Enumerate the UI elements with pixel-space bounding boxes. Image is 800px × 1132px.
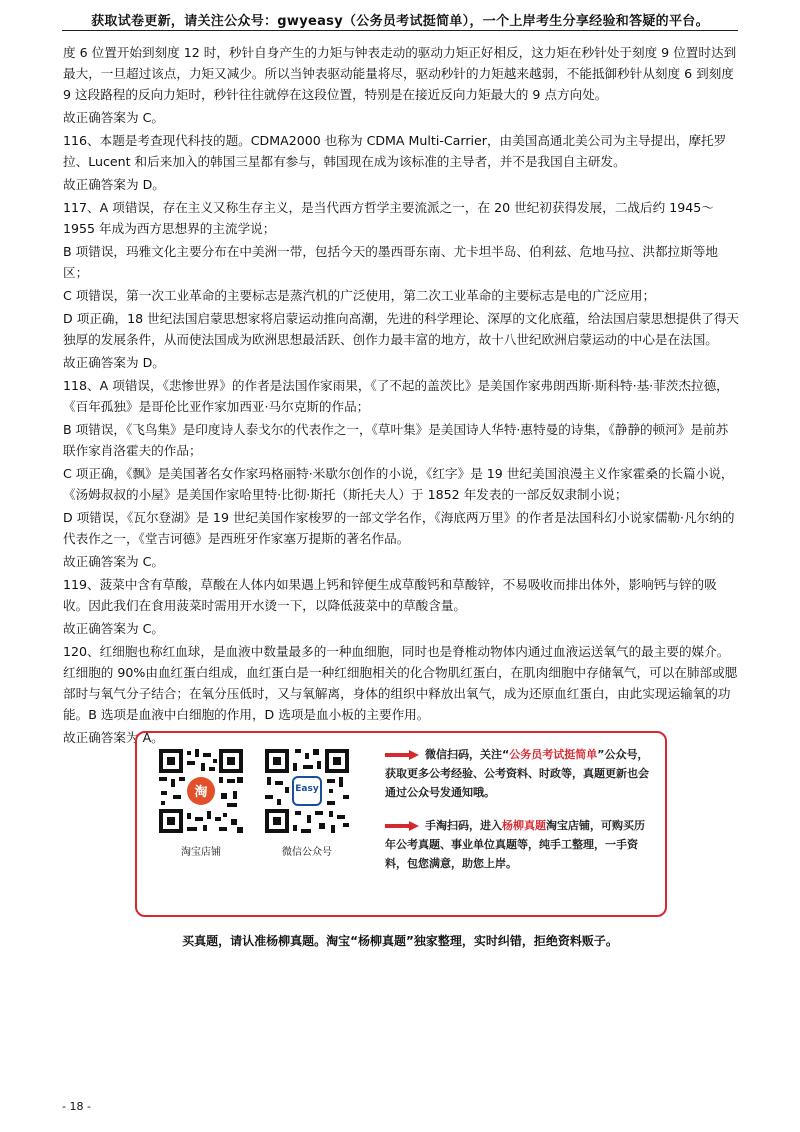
paragraph: C 项错误，第一次工业革命的主要标志是蒸汽机的广泛使用，第二次工业革命的主要标志是电的广泛应用；	[63, 288, 656, 303]
paragraph: 120、红细胞也称红血球，是血液中数量最多的一种血细胞，同时也是脊椎动物体内通过血液运送氧气的最主要的媒介。红细胞的 90%由血红蛋白组成，血红蛋白是一种红细胞相关的化合物肌红蛋白，在肌肉细胞中存储氧气，可以在肺部或腮部时与氧气分子结合；在氧分压低时，又与氧解离，身体的组织中释放出氧气，成为还原血红蛋白，由此实现运输氧的功能。B 选项是血液中白细胞的作用，D 选项是血小板的主要作用。	[63, 644, 738, 722]
answer-line: 故正确答案为 D。	[63, 177, 165, 192]
header-divider	[62, 30, 738, 31]
answer-line: 故正确答案为 C。	[63, 554, 164, 569]
footer-notice: 买真题，请认准杨柳真题。淘宝“杨柳真题”独家整理，实时纠错，拒绝资料贩子。	[182, 934, 618, 948]
qr-wechat-block	[259, 747, 355, 858]
paragraph: 116、本题是考查现代科技的题。CDMA2000 也称为 CDMA Multi-Carrier，由美国高通北美公司为主导提出，摩托罗拉、Lucent 和后来加入的韩国三星都有参与，韩国现在成为该标准的主导者，并不是我国自主研发。	[63, 133, 727, 169]
paragraph: 度 6 位置开始到刻度 12 时，秒针自身产生的力矩与钟表走动的驱动力矩正好相反，这力矩在秒针处于刻度 9 位置时达到最大，一旦超过该点，力矩又减少。所以当钟表驱动能量将尽，驱动秒针的力矩越来越弱，不能抵御秒针从刻度 6 到刻度 9 这段路程的反向力矩时，秒针往往就停在这段位置，特别是在接近反向力矩最大的 9 点方向处。	[63, 45, 737, 102]
promo-text-part: 淘宝店铺，可购买历年公考真题、事业单位真题等，纯手工整理，一手资料，包您满意，助您上岸。	[385, 819, 645, 870]
promo-text-part: 微信扫码，关注“	[425, 748, 510, 761]
answer-line: 故正确答案为 C。	[63, 621, 164, 636]
page-header: 获取试卷更新，请关注公众号：gwyeasy（公务员考试挺简单），一个上岸考生分享经验和答疑的平台。	[91, 14, 709, 29]
paragraph: B 项错误，玛雅文化主要分布在中美洲一带，包括今天的墨西哥东南、尤卡坦半岛、伯利兹、危地马拉、洪都拉斯等地区；	[63, 244, 718, 280]
promo-text-part: 手淘扫码，进入	[425, 819, 502, 832]
paragraph: C 项正确，《飘》是美国著名女作家玛格丽特·米歇尔创作的小说，《红字》是 19 世纪美国浪漫主义作家霍桑的长篇小说，《汤姆叔叔的小屋》是美国作家哈里特·比彻·斯托（斯托夫人）于 1852 年发表的一部反奴隶制小说；	[63, 466, 734, 502]
promo-text	[385, 745, 653, 887]
promo-wechat-text	[385, 745, 653, 802]
qr-code-wechat[interactable]	[263, 747, 351, 835]
taobao-logo: 淘	[194, 785, 208, 800]
promo-box	[135, 731, 667, 917]
qr-caption: 微信公众号	[282, 847, 332, 858]
wechat-account-logo: Easy	[295, 784, 319, 794]
answer-line: 故正确答案为 A。	[63, 730, 164, 745]
red-pointing-hand-icon	[385, 750, 419, 760]
qr-taobao-block	[153, 747, 249, 858]
qr-caption: 淘宝店铺	[181, 847, 221, 858]
paragraph: 117、A 项错误，存在主义又称生存主义，是当代西方哲学主要流派之一，在 20 世纪初获得发展，二战后约 1945～1955 年成为西方思想界的主流学说；	[63, 200, 714, 236]
document-body	[63, 42, 739, 750]
paragraph: D 项错误，《瓦尔登湖》是 19 世纪美国作家梭罗的一部文学名作，《海底两万里》的作者是法国科幻小说家儒勒·凡尔纳的代表作之一，《堂吉诃德》是西班牙作家塞万提斯的著名作品。	[63, 510, 735, 546]
answer-line: 故正确答案为 C。	[63, 110, 164, 125]
answer-line: 故正确答案为 D。	[63, 355, 165, 370]
qr-code-taobao[interactable]	[157, 747, 245, 835]
red-pointing-hand-icon	[385, 821, 419, 831]
paragraph: 119、菠菜中含有草酸，草酸在人体内如果遇上钙和锌便生成草酸钙和草酸锌，不易吸收而排出体外，影响钙与锌的吸收。因此我们在食用菠菜时需用开水烫一下，以降低菠菜中的草酸含量。	[63, 577, 717, 613]
paragraph: B 项错误，《飞鸟集》是印度诗人泰戈尔的代表作之一，《草叶集》是美国诗人华特·惠特曼的诗集，《静静的顿河》是前苏联作家肖洛霍夫的作品；	[63, 422, 729, 458]
taobao-shop-name: 杨柳真题	[502, 819, 546, 832]
page-number: - 18 -	[62, 1100, 91, 1113]
wechat-account-name: 公务员考试挺简单	[509, 748, 598, 761]
promo-taobao-text	[385, 816, 653, 873]
promo-text-part: ”公众号，获取更多公考经验、公考资料、时政等，真题更新也会通过公众号发通知哦。	[385, 748, 649, 799]
paragraph: D 项正确，18 世纪法国启蒙思想家将启蒙运动推向高潮，先进的科学理论、深厚的文化底蕴，给法国启蒙思想提供了得天独厚的发展条件，从而使法国成为欧洲思想最活跃、创作力最丰富的地方，故十八世纪欧洲启蒙运动的中心是在法国。	[63, 311, 740, 347]
paragraph: 118、A 项错误，《悲惨世界》的作者是法国作家雨果，《了不起的盖茨比》是美国作家弗朗西斯·斯科特·基·菲茨杰拉德，《百年孤独》是哥伦比亚作家加西亚·马尔克斯的作品；	[63, 378, 729, 414]
